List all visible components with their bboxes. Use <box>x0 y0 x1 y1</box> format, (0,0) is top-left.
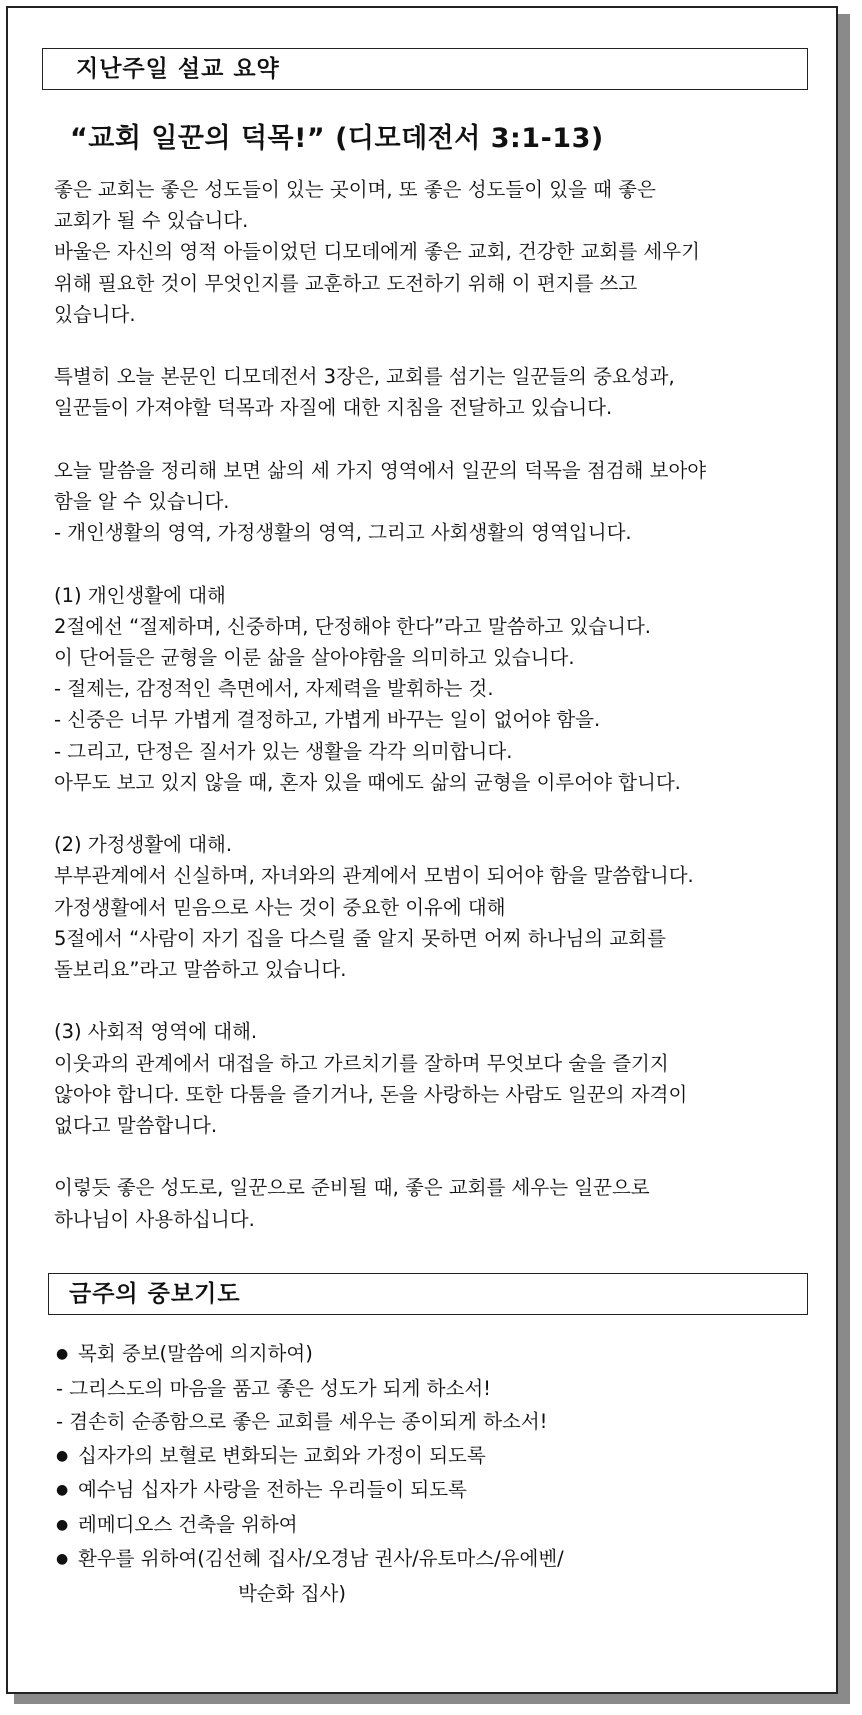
prayer-item <box>56 1473 836 1508</box>
sermon-line: (2) 가정생활에 대해. <box>54 833 233 857</box>
sermon-line: - 절제는, 감정적인 측면에서, 자제력을 발휘하는 것. <box>54 677 494 701</box>
sermon-line: 않아야 합니다. 또한 다툼을 즐기거나, 돈을 사랑하는 사람도 일꾼의 자격이 <box>54 1082 688 1106</box>
prayer-item <box>56 1577 836 1611</box>
sermon-paragraph <box>54 580 834 798</box>
sermon-paragraph <box>54 1172 834 1234</box>
sermon-line: (3) 사회적 영역에 대해. <box>54 1020 258 1044</box>
intercession-heading-text: 금주의 중보기도 <box>69 1281 241 1307</box>
sermon-line: 이 단어들은 균형을 이룬 삶을 살아야함을 의미하고 있습니다. <box>54 646 575 669</box>
sermon-line: 이웃과의 관계에서 대접을 하고 가르치기를 잘하며 무엇보다 술을 즐기지 <box>54 1051 669 1075</box>
prayer-list <box>56 1337 836 1610</box>
bulletin-page <box>6 6 838 1694</box>
prayer-item-text: - 그리스도의 마음을 품고 좋은 성도가 되게 하소서! <box>56 1376 491 1400</box>
sermon-line: 돌보리요”라고 말씀하고 있습니다. <box>54 958 347 982</box>
sermon-line: (1) 개인생활에 대해 <box>54 583 226 607</box>
sermon-paragraph <box>54 455 834 549</box>
sermon-paragraph <box>54 361 834 423</box>
prayer-item-text: 예수님 십자가 사랑을 전하는 우리들이 되도록 <box>78 1478 467 1501</box>
sermon-line: 가정생활에서 믿음으로 사는 것이 중요한 이유에 대해 <box>54 895 506 919</box>
prayer-item <box>56 1508 836 1543</box>
sermon-line: - 신중은 너무 가볍게 결정하고, 가볍게 바꾸는 일이 없어야 함을. <box>54 708 601 732</box>
sermon-line: - 개인생활의 영역, 가정생활의 영역, 그리고 사회생활의 영역입니다. <box>54 521 632 545</box>
prayer-item-text: 환우를 위하여(김선혜 집사/오경남 권사/유토마스/유에벤/ <box>78 1547 564 1570</box>
sermon-line: 교회가 될 수 있습니다. <box>54 209 249 233</box>
sermon-line: 함을 알 수 있습니다. <box>54 490 230 513</box>
sermon-paragraph <box>54 829 834 985</box>
sermon-line: 이렇듯 좋은 성도로, 일꾼으로 준비될 때, 좋은 교회를 세우는 일꾼으로 <box>54 1176 650 1200</box>
bullet-icon: ● <box>56 1346 69 1362</box>
prayer-item-text: 십자가의 보혈로 변화되는 교회와 가정이 되도록 <box>78 1443 486 1467</box>
sermon-line: 부부관계에서 신실하며, 자녀와의 관계에서 모범이 되어야 함을 말씀합니다. <box>54 864 694 888</box>
prayer-item <box>56 1439 836 1474</box>
sermon-line: 바울은 자신의 영적 아들이었던 디모데에게 좋은 교회, 건강한 교회를 세우기 <box>54 240 700 264</box>
sermon-summary-heading <box>42 48 808 90</box>
sermon-line: - 그리고, 단정은 질서가 있는 생활을 각각 의미합니다. <box>54 739 513 763</box>
sermon-line: 오늘 말씀을 정리해 보면 삶의 세 가지 영역에서 일꾼의 덕목을 점검해 보아야 <box>54 458 707 482</box>
prayer-item <box>56 1337 836 1372</box>
sermon-line: 5절에서 “사람이 자기 집을 다스릴 줄 알지 못하면 어찌 하나님의 교회를 <box>54 926 666 950</box>
prayer-item <box>56 1405 836 1439</box>
sermon-line: 2절에선 “절제하며, 신중하며, 단정해야 한다”라고 말씀하고 있습니다. <box>54 614 651 638</box>
sermon-line: 없다고 말씀합니다. <box>54 1114 218 1138</box>
bullet-icon: ● <box>56 1447 69 1464</box>
sermon-summary-heading-text: 지난주일 설교 요약 <box>76 56 280 82</box>
prayer-item-text: 레메디오스 건축을 위하여 <box>78 1512 298 1536</box>
intercession-heading <box>48 1273 808 1315</box>
sermon-line: 있습니다. <box>54 302 136 326</box>
bullet-icon: ● <box>56 1516 69 1533</box>
sermon-paragraph <box>54 1016 834 1141</box>
sermon-line: 특별히 오늘 본문인 디모데전서 3장은, 교회를 섬기는 일꾼들의 중요성과, <box>54 365 675 389</box>
prayer-item-text: 박순화 집사) <box>238 1581 346 1605</box>
sermon-title: “교회 일꾼의 덕목!” (디모데전서 3:1-13) <box>70 123 604 154</box>
bullet-icon: ● <box>56 1551 69 1567</box>
sermon-line: 좋은 교회는 좋은 성도들이 있는 곳이며, 또 좋은 성도들이 있을 때 좋은 <box>54 178 656 201</box>
prayer-item <box>56 1542 836 1577</box>
sermon-line: 하나님이 사용하십니다. <box>54 1207 255 1231</box>
prayer-item <box>56 1372 836 1406</box>
sermon-paragraph <box>54 174 834 330</box>
sermon-line: 아무도 보고 있지 않을 때, 혼자 있을 때에도 삶의 균형을 이루어야 합니다. <box>54 770 681 794</box>
sermon-body <box>54 174 834 1235</box>
prayer-item-text: 목회 중보(말씀에 의지하여) <box>78 1342 313 1365</box>
prayer-item-text: - 겸손히 순종함으로 좋은 교회를 세우는 종이되게 하소서! <box>56 1410 548 1433</box>
sermon-line: 일꾼들이 가져야할 덕목과 자질에 대한 지침을 전달하고 있습니다. <box>54 396 613 420</box>
sermon-line: 위해 필요한 것이 무엇인지를 교훈하고 도전하기 위해 이 편지를 쓰고 <box>54 271 638 295</box>
bullet-icon: ● <box>56 1482 69 1498</box>
